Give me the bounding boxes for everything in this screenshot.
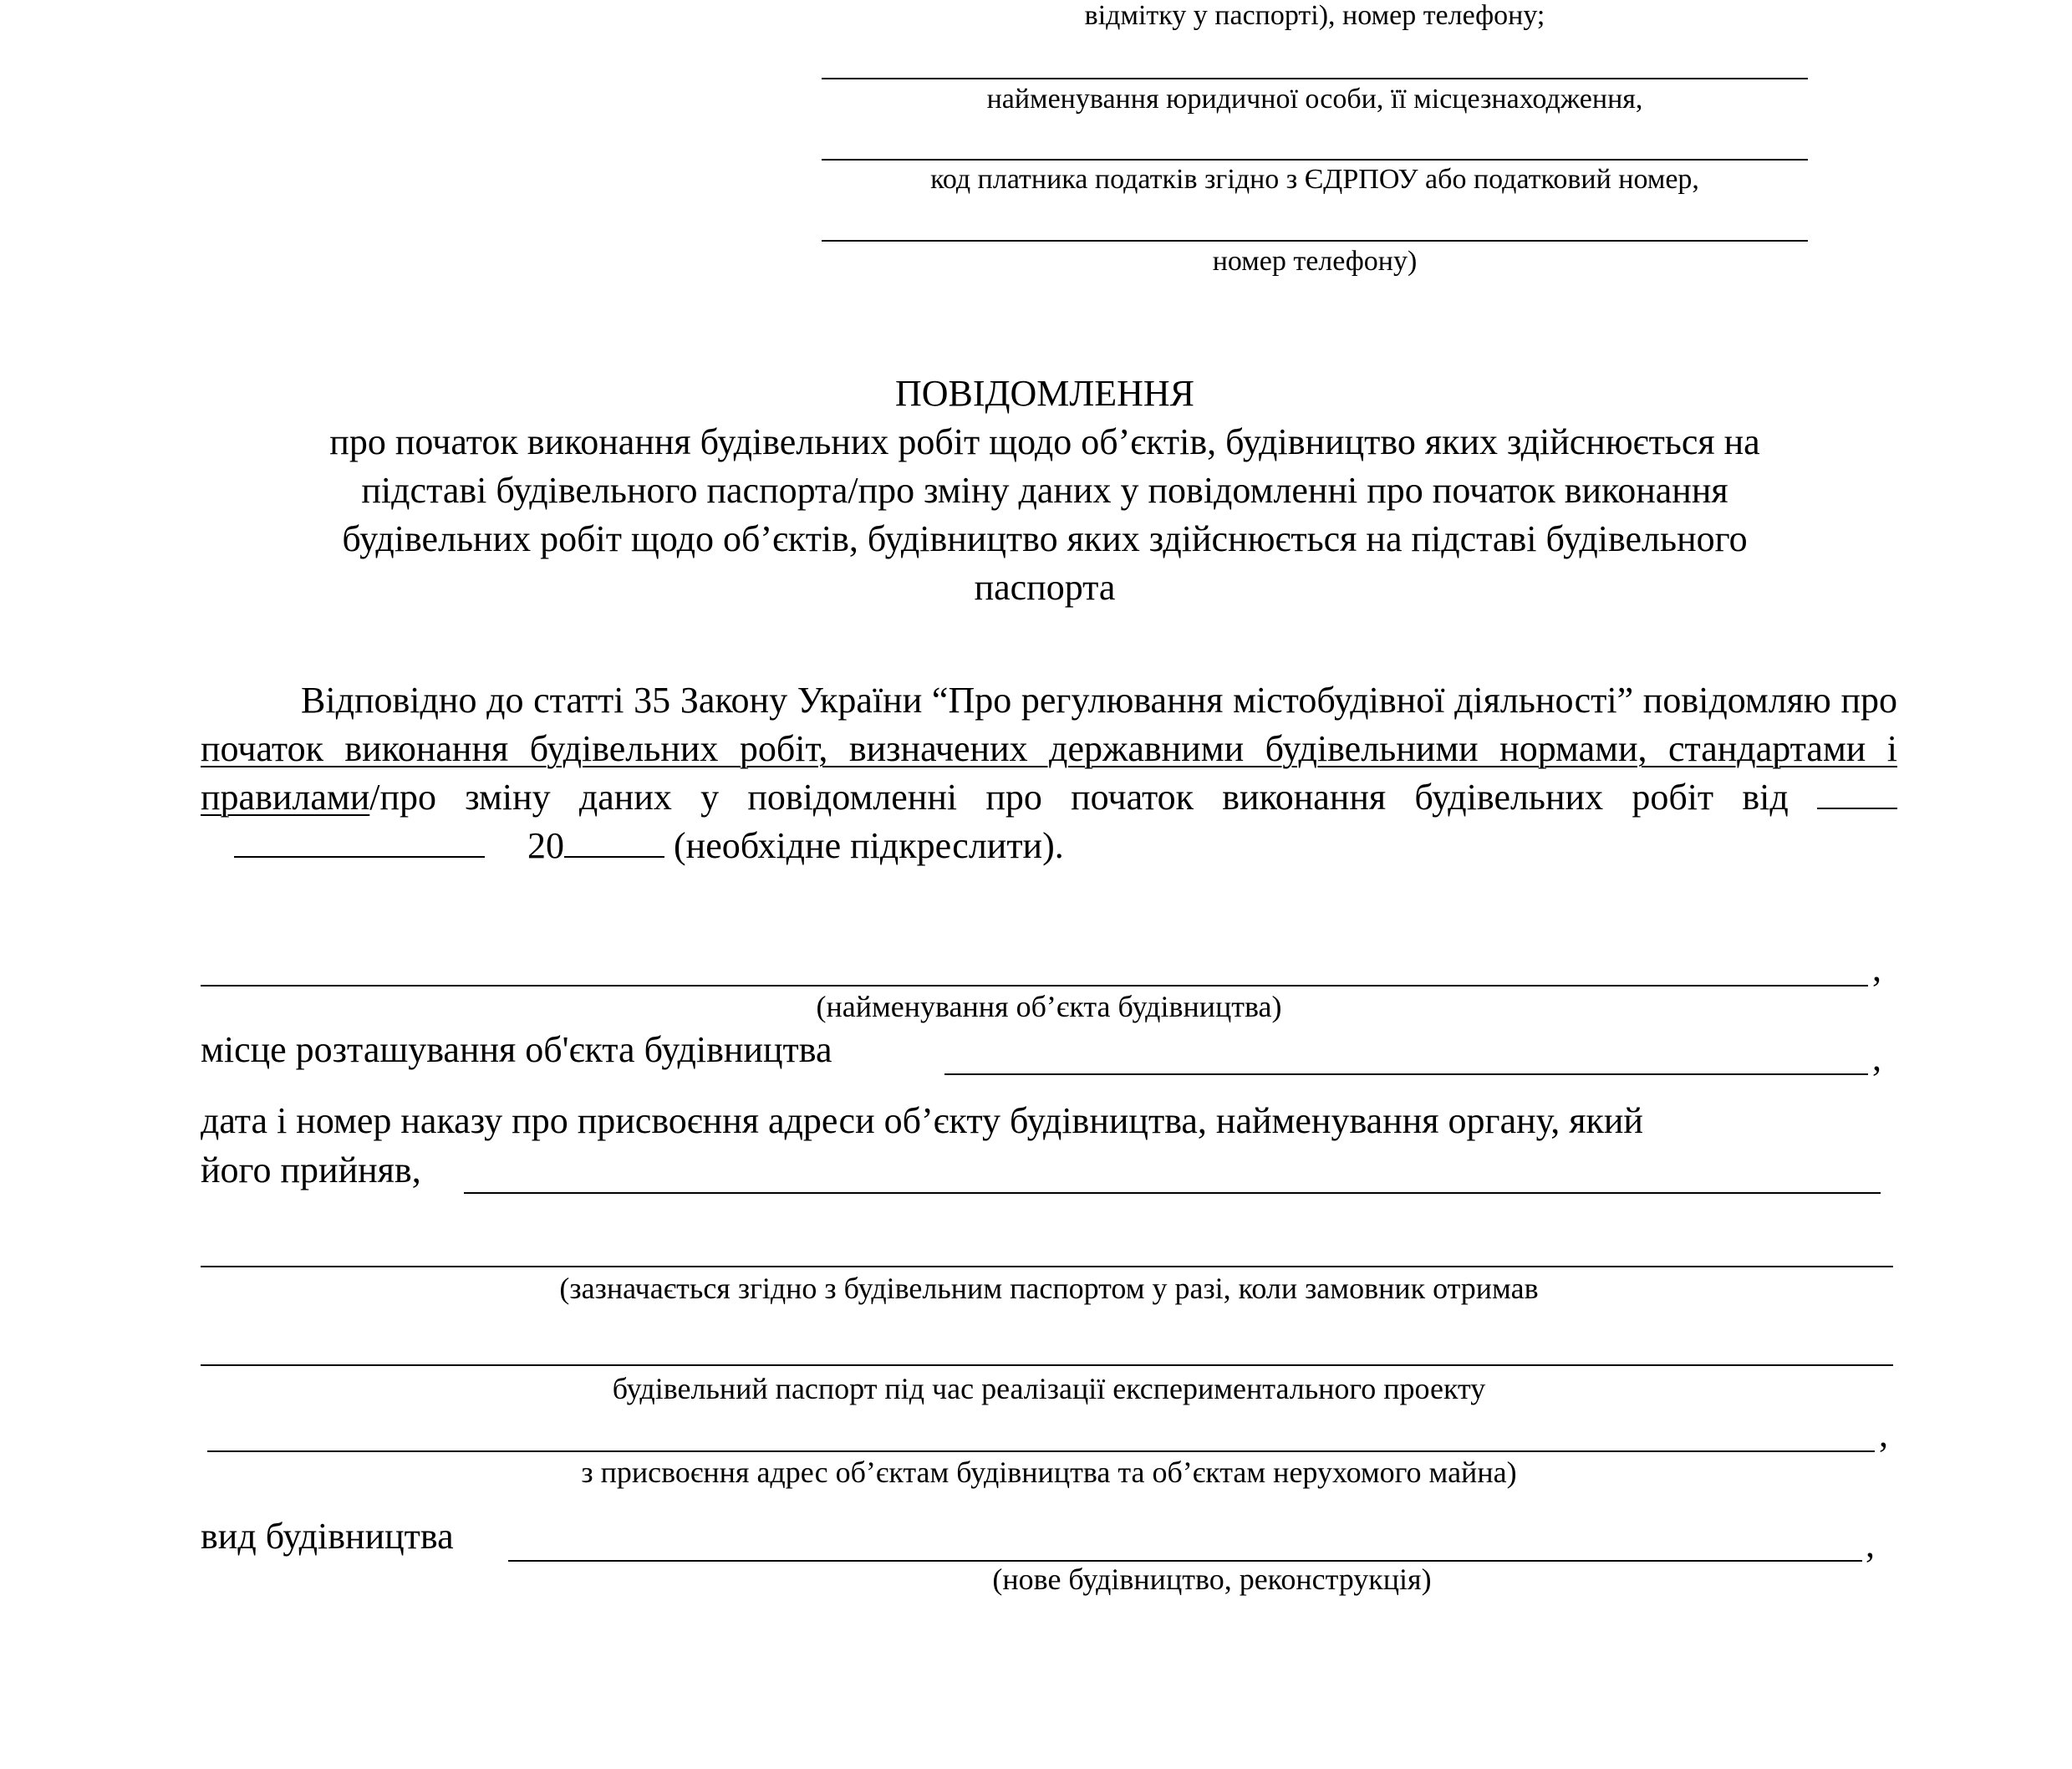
title-sub-line-4: паспорта [974,567,1116,608]
address-label-line-2: його прийняв, [201,1150,421,1190]
header-caption-1: відмітку у паспорті), номер телефону; [1084,0,1545,31]
paragraph-text-3: (необхідне підкреслити). [674,825,1064,866]
header-caption-4: номер телефону) [1212,246,1418,277]
paragraph-underlined-option: початок виконання будівельних робіт, визначених державними будівельними нормами, стандартами і правилами [201,728,1897,818]
note-line-1[interactable] [201,1266,1893,1267]
note-caption-1: (зазначається згідно з будівельним паспортом у разі, коли замовник отримав [559,1272,1539,1305]
comma: , [1872,948,1881,989]
day-blank[interactable] [1817,774,1897,809]
header-line-2 [822,159,1808,161]
paragraph-text-2: /про зміну даних у повідомленні про початок виконання будівельних робіт від [369,777,1789,818]
year-blank[interactable] [564,823,664,858]
title-sub-line-3: будівельних робіт щодо об’єктів, будівництво яких здійснюється на підставі будівельного [342,518,1748,559]
construction-type-caption: (нове будівництво, реконструкція) [992,1563,1432,1596]
note-caption-2: будівельний паспорт під час реалізації експериментального проекту [612,1372,1486,1405]
comma: , [1866,1524,1875,1565]
header-line-3 [822,240,1808,242]
title-sub-line-1: про початок виконання будівельних робіт щодо об’єктів, будівництво яких здійснюється на [329,421,1760,462]
note-caption-3: з присвоєння адрес об’єктам будівництва та об’єктам нерухомого майна) [581,1455,1517,1489]
paragraph-text-1: Відповідно до статті 35 Закону України “Про регулювання містобудівної діяльності” повідомляю про [301,680,1897,721]
note-line-2[interactable] [201,1364,1893,1366]
header-caption-3: код платника податків згідно з ЄДРПОУ або податковий номер, [930,164,1699,195]
location-label: місце розташування об'єкта будівництва [201,1029,832,1070]
address-label-line-1: дата і номер наказу про присвоєння адреси об’єкту будівництва, найменування органу, який [201,1100,1643,1141]
object-name-caption: (найменування об’єкта будівництва) [816,990,1282,1023]
object-name-line[interactable] [201,985,1868,986]
comma: , [1872,1037,1881,1078]
location-line[interactable] [944,1073,1868,1075]
construction-type-label: вид будівництва [201,1516,454,1557]
header-line-1 [822,78,1808,79]
note-line-3[interactable] [207,1450,1875,1452]
header-caption-2: найменування юридичної особи, її місцезнаходження, [986,84,1643,115]
address-line[interactable] [464,1192,1881,1194]
month-blank[interactable] [234,823,485,858]
year-prefix: 20 [527,825,564,866]
main-paragraph [201,676,1897,870]
title-sub-line-2: підставі будівельного паспорта/про зміну даних у повідомленні про початок виконання [361,470,1728,511]
document-title [167,370,1922,612]
comma: , [1879,1414,1888,1455]
title-main: ПОВІДОМЛЕННЯ [894,373,1195,414]
